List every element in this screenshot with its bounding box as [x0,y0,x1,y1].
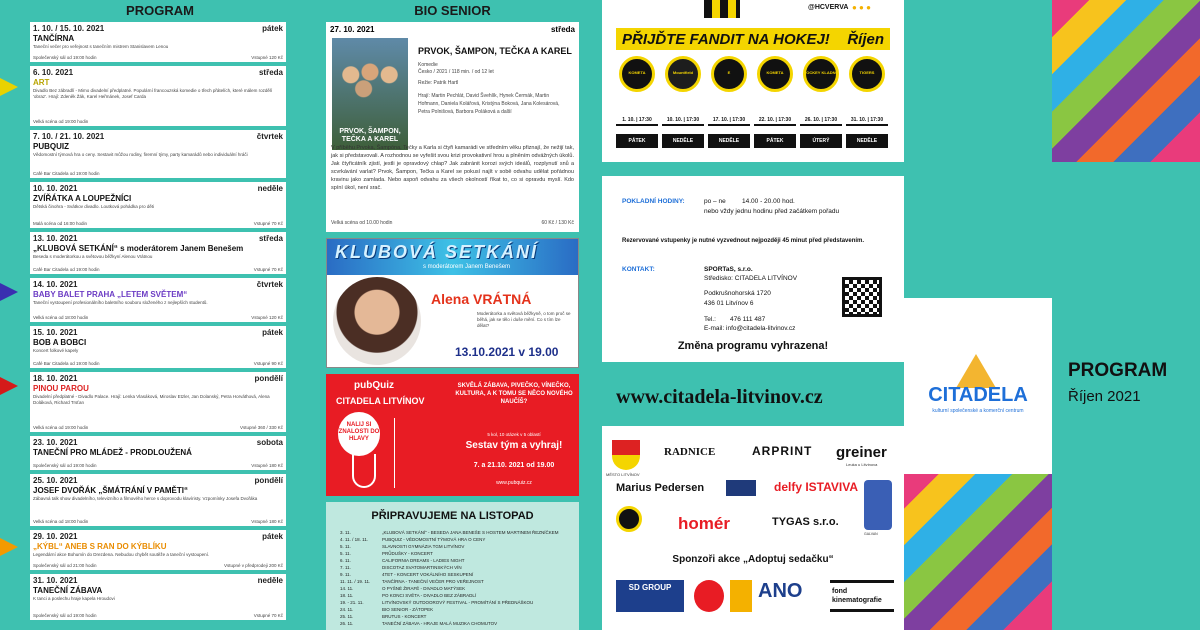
contact-tel[interactable]: 476 111 487 [730,316,766,323]
middle-column [320,0,602,630]
listopad-item [340,586,573,593]
listopad-header: PŘIPRAVUJEME NA LISTOPAD [371,510,534,522]
listopad-date: 5. 11. [340,544,351,549]
event-title: „KÝBL“ ANEB S RAN DO KÝBLÍKU [33,542,167,551]
event-card[interactable] [30,130,286,178]
event-date: 10. 10. 2021 [33,184,78,193]
listopad-item [340,551,573,558]
sponsor-fond: fond kinematografie [830,580,894,612]
guest-photo [333,277,421,365]
event-card[interactable] [30,474,286,526]
game-date: 1. 10. | 17:30 [616,114,658,126]
event-place: Velká scéna od 19:00 hodin [33,119,89,124]
team-name: E [727,70,731,75]
sponsor-orlen-logo [730,580,752,612]
wine-glass-icon [352,454,376,488]
event-date: 23. 10. 2021 [33,438,78,447]
event-date: 13. 10. 2021 [33,234,78,243]
game-date: 10. 10. | 17:30 [662,114,704,126]
listopad-date: 7. 11. [340,565,351,570]
event-weekday: sobota [256,438,283,447]
event-note: Koncert folkové kapely [33,348,79,353]
bio-date: 27. 10. 2021 [330,25,375,34]
event-place: Společenský sál od 19:00 hodin [33,463,97,468]
game-day: PÁTEK [754,134,796,148]
movie-director: Režie: Patrik Hartl [418,80,459,86]
team-name: KOMETA [766,70,784,75]
contact-org: SPORTaS, s.r.o. [704,266,753,273]
sponsor-homer: homér [678,514,730,533]
event-date: 18. 10. 2021 [33,374,78,383]
event-card[interactable] [30,278,286,322]
event-place: Malá scéna od 16:00 hodin [33,221,88,226]
hours-time: 14.00 - 20.00 hod. [742,198,795,205]
listopad-title: SLAVNOSTI GYMNÁZIA TGM LITVÍNOV [382,544,465,549]
event-note: Taneční vystoupení profesionálního baletního souboru složeného z nejlepších studentů. [33,300,208,305]
movie-price: 60 Kč / 130 Kč [541,220,574,226]
bio-weekday: středa [550,25,575,34]
contact-center: Středisko: CITADELA LITVÍNOV [704,275,798,282]
listopad-date: 24. 11. [340,607,354,612]
mosaic-bottom [904,472,1052,630]
listopad-title: BIO SENIOR - ZÁTOPEK [382,607,434,612]
hockey-month: Říjen [847,31,884,48]
listopad-title: BRUTUS - KONCERT [382,614,427,619]
pubquiz-rules: 5 kol, 10 otázek v 5 oblastí [487,432,541,437]
movie-genre: Komedie [418,62,438,68]
listopad-title: O PYŠNÉ ŽIRAFĚ - DIVADLO MATÝSEK [382,586,466,591]
highlight-marker [0,377,18,395]
sponsor-radnice: RADNICE [664,446,716,458]
contact-email[interactable]: E-mail: info@citadela-litvinov.cz [704,325,796,332]
game-day: NEDĚLE [846,134,888,148]
event-price: Vstupné 120 Kč [251,55,283,60]
listopad-item [340,572,573,579]
contact-city: 436 01 Litvínov 6 [704,300,754,307]
event-note: Legendární akce Bohumín do Drezdena. Nebudou chybět soutěže a taneční vystoupení. [33,552,210,557]
event-weekday: pátek [262,532,283,541]
event-weekday: pondělí [254,374,283,383]
mosaic-top [1052,0,1200,162]
event-place: Café Bar Citadela od 19:00 hodin [33,171,100,176]
event-price: Vstupné 70 Kč [253,613,283,618]
contact-label: KONTAKT: [622,266,655,273]
sponsor-red-logo [694,580,724,612]
event-weekday: čtvrtek [256,132,283,141]
listopad-item [340,607,573,614]
citadela-logo: CITADELA [928,384,1028,406]
sponsor-flag-logo [726,480,756,496]
hockey-handle: @HCVERVA [808,4,849,11]
listopad-title: LITVÍNOVSKÝ OUTDOOROVÝ FESTIVAL - PROMÍTÁNÍ S PŘEDNÁŠKOU [382,600,534,605]
movie-poster [332,38,408,150]
event-note: Divadelní předplatné - Divadlo Palace. Hrají: Lenka Vlasáková, Miroslav Etzler, Jan Dolanský, Petra Horváthová, Alena Doláková, Richard Trsťan [33,394,270,405]
event-date: 25. 10. 2021 [33,476,78,485]
citadela-logo-sub: kulturní společenské a komerční centrum [932,408,1024,414]
event-note: Zábavná talk show divadelního, televizního a filmového herce s doprovodu klavíristy. Vzpomínky Josefa Dvořáka [33,496,258,501]
event-card[interactable] [30,574,286,620]
event-card[interactable] [30,232,286,274]
listopad-item [340,544,573,551]
movie-title: PRVOK, ŠAMPON, TEČKA A KAREL [418,46,572,56]
bio-header: BIO SENIOR [414,3,491,18]
event-note: Vědomostní týmová hra o ceny. Sestavit můžou rodiny, firemní týmy, party kamarádů nebo individuální hráči [33,152,248,157]
event-price: Vstupné 70 Kč [253,221,283,226]
city-crest-icon [612,440,640,470]
listopad-item [340,537,573,544]
event-title: PINOU PAROU [33,384,89,393]
game-day: PÁTEK [616,134,658,148]
listopad-title: PUBQUIZ - VĚDOMOSTNÍ TÝMOVÁ HRA O CENY [382,537,486,542]
contact-street: Podkrušnohorská 1720 [704,290,771,297]
citadela-logo-tile [904,298,1052,474]
listopad-date: 5. 11. [340,551,351,556]
event-price: Vstupné 180 Kč [251,463,283,468]
event-title: PUBQUIZ [33,142,69,151]
poster-figures [338,58,402,114]
event-title: TANČÍRNA [33,34,75,43]
event-weekday: středa [258,68,283,77]
brand-month: Říjen 2021 [1068,388,1141,405]
event-date: 29. 10. 2021 [33,532,78,541]
program-column [0,0,320,630]
pubquiz-url[interactable]: www.pubquiz.cz [496,480,532,486]
movie-description: V příběhu Prvoka, Šampóna, Tečky a Karla si čtyři kamarádi ve středním věku přiznají, že nežijí tak, jak si představovali. A rozhodnou se vyřešit svou krizi provokativní hrou a plněním odvážných úkolů. Jak čtyřicátník zjistí, jestli je opravdový chlap? Jak zabránit korozi svých ideálů, rozplynutí snů a scvrkávání varlat? Prvok, Šampon, Tečka a Karel se pokusí najít v sobě odvahu udělat pořádnou kravinu jako zamlada. Nebo aspoň odvahu za všech okolností říkat to, co si opravdu myslí. Kdo spíní úkol, není srač. [331,145,574,191]
klub-banner[interactable] [326,238,579,368]
listopad-title: DISCOTAZ SVATOMARTINSKÝCH VÍN [382,565,462,570]
listopad-item [340,530,573,537]
listopad-title: 4TET - KONCERT VOKÁLNÍHO SESKUPENÍ [382,572,474,577]
event-title: JOSEF DVOŘÁK „ŠMÁTRÁNÍ V PAMĚTI“ [33,486,188,495]
highlight-marker [0,538,18,556]
brand-title: PROGRAM [1068,360,1168,381]
hockey-game[interactable] [616,56,658,156]
event-card[interactable] [30,66,286,126]
movie-place: Velká scéna od 10.00 hodin [331,220,393,226]
event-date: 1. 10. / 15. 10. 2021 [33,24,105,33]
game-date: 17. 10. | 17:30 [708,114,750,126]
listopad-title: PRŮDUŠKY - KONCERT [382,551,433,556]
event-price: Vstupné 120 Kč [251,315,283,320]
event-title: TANEČNÍ PRO MLÁDEŽ - PRODLOUŽENÁ [33,448,192,457]
bio-senior-card [326,22,579,232]
citadela-triangle-icon [956,354,996,388]
website-url-bar[interactable] [602,378,904,418]
event-title: „KLUBOVÁ SETKÁNÍ“ s moderátorem Janem Benešem [33,244,244,253]
reserve-note: Rezervované vstupenky je nutné vyzvednout nejpozději 45 minut před představením. [622,238,865,244]
listopad-date: 6. 11. [340,558,351,563]
hockey-stripes [704,0,740,18]
website-url[interactable]: www.citadela-litvinov.cz [616,386,823,408]
hockey-title-bar [616,28,890,50]
hockey-banner[interactable] [602,0,904,162]
hours-label: POKLADNÍ HODINY: [622,198,685,205]
klub-blurb: Moderátorka a světová běžkyně, o tom proč se běhá, jak se tělo i duše mění. Co s tím lze dělat? [477,311,571,328]
team-name: Mountfield [672,70,694,75]
event-place: Společenský sál od 21:00 hodin [33,563,97,568]
info-column [602,0,904,630]
pubquiz-slogan: SKVĚLÁ ZÁBAVA, PIVEČKO, VÍNEČKO, KULTURA, A K TOMU SE NĚCO NOVÉHO NAUČÍŠ? [455,383,573,405]
listopad-item [340,600,573,607]
listopad-item [340,621,573,628]
sponsor-hc-icon [616,506,642,532]
listopad-title: TANEČNÍ ZÁBAVA - HRAJE MALÁ MUZIKA CHOMUTOV [382,621,498,626]
listopad-date: 19. - 21. 11. [340,600,364,605]
hockey-game[interactable] [846,56,888,156]
game-day: NEDĚLE [708,134,750,148]
sponsor-galvan-icon [864,480,892,530]
listopad-date: 26. 11. [340,621,354,626]
change-note: Změna programu vyhrazena! [677,340,829,352]
sponsors-card [602,426,904,630]
sponsor-city: MĚSTO LITVÍNOV [606,472,640,477]
event-note: Dětská činohra - Svátkov divadlo. Loutková pohádka pro děti [33,204,155,209]
sponsor-ano: ANO [758,580,803,602]
qr-code[interactable] [842,277,882,317]
listopad-title: PO KONCI SVĚTA - DIVADLO BEZ ZÁBRADLÍ [382,593,477,598]
klub-title-bar [327,239,578,275]
event-weekday: neděle [257,576,283,585]
game-date: 22. 10. | 17:30 [754,114,796,126]
movie-cast: Hrají: Martin Pechlát, David Švehlík, Hynek Čermák, Martin Hofmann, Daniela Kolářová, Kristýna Boková, Jana Kolesárová, Petra Polnišová, Barbora Poláková a další [418,93,560,115]
game-date: 26. 10. | 17:30 [800,114,842,126]
event-date: 6. 10. 2021 [33,68,74,77]
event-price: Vstupné 360 / 330 Kč [239,425,283,430]
event-price: Vstupné 70 Kč [253,267,283,272]
event-place: Společenský sál od 19:00 hodin [33,55,97,60]
hockey-game[interactable] [708,56,750,156]
listopad-item [340,565,573,572]
highlight-marker [0,283,18,301]
sponsor-tygas: TYGAS s.r.o. [772,516,839,528]
listopad-title: CALIFORNIA DREAMS - LADIES NIGHT [382,558,465,563]
event-card[interactable] [30,22,286,62]
team-name: HOCKEY KLADNO [803,70,839,75]
event-price: Vstupné 90 Kč [253,361,283,366]
event-place: Café Bar Citadela od 19:00 hodin [33,361,100,366]
event-card[interactable] [30,182,286,228]
klub-subtitle: s moderátorem Janem Benešem [423,264,511,270]
event-weekday: pátek [262,24,283,33]
hockey-game[interactable] [754,56,796,156]
event-date: 15. 10. 2021 [33,328,78,337]
event-date: 7. 10. / 21. 10. 2021 [33,132,105,141]
event-weekday: středa [258,234,283,243]
sponsor-pedersen: Marius Pedersen [616,482,705,494]
event-card[interactable] [30,326,286,368]
pubquiz-info-column [394,418,444,488]
event-title: TANEČNÍ ZÁBAVA [33,586,103,595]
hockey-title: PŘIJĎTE FANDIT NA HOKEJ! [622,31,830,48]
listopad-item [340,558,573,565]
event-card[interactable] [30,530,286,570]
hockey-game[interactable] [800,56,842,156]
listopad-date: 9. 11. [340,572,351,577]
sponsor-delfy: delfy ISTAVIVA [774,480,859,494]
event-weekday: pátek [262,328,283,337]
event-note: Taneční večer pro veřejnost s tanečním mistrem Stanislavem Lenou [33,44,169,49]
social-icons[interactable]: ● ● ● [852,3,871,12]
event-place: Společenský sál od 19:00 hodin [33,613,97,618]
event-title: BOB A BOBCI [33,338,87,347]
adopt-title: Sponzoři akce „Adoptuj sedačku“ [672,554,834,565]
sponsor-greiner: greiner [836,444,887,461]
listopad-date: 4. 11. / 18. 11. [340,537,369,542]
pubquiz-brand: pubQuiz [354,380,394,391]
team-name: TIGERS [859,70,875,75]
listopad-title: TANČÍRNA - TANEČNÍ VEČER PRO VEŘEJNOST [382,579,484,584]
event-note: Beseda s moderátorkou a světovou běžkyní Alenou Vrátnou [33,254,153,259]
hockey-game[interactable] [662,56,704,156]
pubquiz-dates: 7. a 21.10. 2021 od 19.00 [473,462,555,469]
event-title: ART [33,78,50,87]
hours-days: po – ne [704,198,726,205]
event-weekday: pondělí [254,476,283,485]
hours-note: nebo vždy jednu hodinu před začátkem pořadu [704,208,840,215]
event-card[interactable] [30,436,286,470]
event-title: BABY BALET PRAHA „LETEM SVĚTEM“ [33,290,188,299]
listopad-date: 18. 11. [340,593,354,598]
event-weekday: neděle [257,184,283,193]
game-day: ÚTERÝ [800,134,842,148]
pubquiz-banner[interactable] [326,374,579,496]
event-date: 14. 10. 2021 [33,280,78,289]
pubquiz-bubble: NALIJ SI ZNALOSTI DO HLAVY [338,412,380,456]
sponsor-greiner-sub: Leuka u Litvínova [846,462,878,467]
sponsor-arprint: ARPRINT [752,444,813,458]
event-note: K tanci a poslechu hraje kapela Hroudovi [33,596,115,601]
event-weekday: čtvrtek [256,280,283,289]
klub-guest: Alena VRÁTNÁ [431,291,532,307]
team-name: KOMETA [628,70,646,75]
listopad-title: „KLUBOVÁ SETKÁNÍ“ - BESEDA JANA BENEŠE S HOSTEM MARTINEM ŘEZNÍČKEM [382,530,559,535]
listopad-date: 3. 11. [340,530,351,535]
movie-meta: Česko / 2021 / 118 min. / od 12 let [418,69,494,75]
listopad-item [340,593,573,600]
listopad-item [340,614,573,621]
pubquiz-cta: Sestav tým a vyhraj! [465,440,563,451]
event-place: Velká scéna od 18:00 hodin [33,519,89,524]
event-place: Velká scéna od 18:00 hodin [33,315,89,320]
program-header: PROGRAM [126,3,194,18]
event-place: Café Bar Citadela od 19:00 hodin [33,267,100,272]
game-day: NEDĚLE [662,134,704,148]
event-card[interactable] [30,372,286,432]
listopad-date: 25. 11. [340,614,354,619]
poster-title: PRVOK, ŠAMPON, TEČKA A KAREL [339,128,401,143]
event-date: 31. 10. 2021 [33,576,78,585]
klub-title: KLUBOVÁ SETKÁNÍ [335,242,539,262]
listopad-card [326,502,579,630]
event-price: Vstupné 180 Kč [251,519,283,524]
listopad-date: 14. 11. [340,586,354,591]
game-date: 31. 10. | 17:30 [846,114,888,126]
listopad-date: 11. 11. / 19. 11. [340,579,371,584]
brand-column [904,0,1200,630]
contact-tel-label: Tel.: [704,316,716,323]
klub-datetime: 13.10.2021 v 19.00 [455,345,559,359]
sponsor-sdgroup: SD GROUP [616,580,684,612]
listopad-item [340,579,573,586]
highlight-marker [0,78,18,96]
pubquiz-venue: CITADELA LITVÍNOV [336,396,425,406]
info-card [602,176,904,362]
event-title: ZVÍŘÁTKA A LOUPEŽNÍCI [33,194,132,203]
event-note: Divadlo Bez zábradlí - Mimo divadelní předplatné. Populární francouzská komedie o třech přátelích, které málem rozdělí 'obraz'. Hrají: Zdeněk Žák, Karel Heřmánek, Josef Carda [33,88,273,99]
sponsor-galvan: GALVAN [864,532,878,536]
event-place: Velká scéna od 19:00 hodin [33,425,89,430]
event-price: Vstupné v předprodeji 200 Kč [223,563,283,568]
